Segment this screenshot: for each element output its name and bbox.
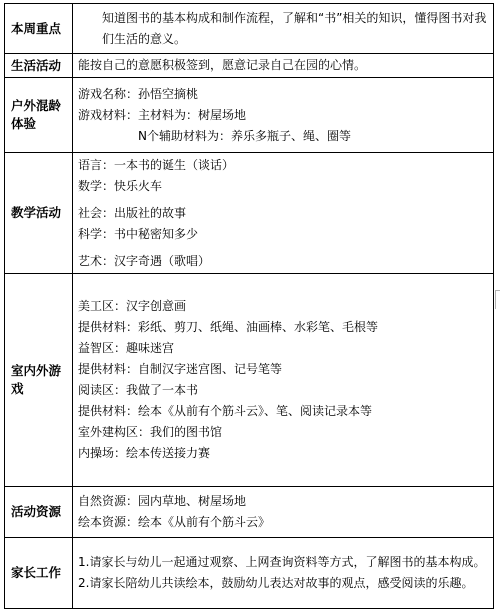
label-weekly-focus: 本周重点: [5, 4, 73, 54]
life-text: 能按自己的意愿积极签到，愿意记录自己在园的心情。: [78, 58, 367, 72]
teaching-language: 语言：一本书的诞生（谈话）: [78, 157, 235, 172]
teaching-society: 社会：出版社的故事: [78, 205, 187, 220]
content-teaching-activity: [73, 153, 494, 274]
indoor-puzzle-materials: 提供材料：自制汉字迷宫图、记号笔等: [78, 362, 283, 376]
indoor-art-area: 美工区：汉字创意画: [78, 299, 187, 313]
weekly-plan-table: [4, 3, 494, 609]
row-indoor-outdoor-games: [5, 274, 494, 487]
indoor-art-materials: 提供材料：彩纸、剪刀、纸绳、油画棒、水彩笔、毛根等: [78, 320, 379, 334]
label-life-activity: 生活活动: [5, 54, 73, 78]
row-outdoor-mixed-age: [5, 78, 494, 153]
outdoor-main-material: 游戏材料：主材料为：树屋场地: [78, 107, 247, 122]
teaching-art: 艺术：汉字奇遇（歌唱）: [78, 253, 211, 268]
content-outdoor-mixed-age: [73, 78, 494, 153]
teaching-science: 科学：书中秘密知多少: [78, 226, 199, 241]
focus-text: 知道图书的基本构成和制作流程，了解和“书”相关的知识，懂得图书对我们生活的意义。: [102, 10, 487, 46]
outdoor-aux-material: N个辅助材料为：养乐多瓶子、绳、圈等: [138, 128, 351, 143]
label-outdoor-mixed-age: 户外混龄体验: [5, 78, 73, 153]
label-parent-work: 家长工作: [5, 538, 73, 609]
inner-playground: 内操场：绘本传送接力赛: [78, 446, 211, 460]
parent-item-1: 1.请家长与幼儿一起通过观察、上网查询资料等方式，了解图书的基本构成。: [78, 555, 486, 569]
content-life-activity: [73, 54, 494, 78]
content-weekly-focus: [73, 4, 494, 54]
indoor-reading-area: 阅读区：我做了一本书: [78, 383, 199, 397]
label-teaching-activity: 教学活动: [5, 153, 73, 274]
row-activity-resources: [5, 487, 494, 538]
label-indoor-outdoor-games: 室内外游戏: [5, 274, 73, 487]
content-indoor-outdoor-games: [73, 274, 494, 487]
row-parent-work: [5, 538, 494, 609]
row-life-activity: [5, 54, 494, 78]
row-weekly-focus: [5, 4, 494, 54]
indoor-reading-materials: 提供材料：绘本《从前有个筋斗云》、笔、阅读记录本等: [78, 404, 373, 418]
label-activity-resources: 活动资源: [5, 487, 73, 538]
content-activity-resources: [73, 487, 494, 538]
content-parent-work: [73, 538, 494, 609]
teaching-math: 数学：快乐火车: [78, 178, 163, 193]
indoor-puzzle-area: 益智区：趣味迷宫: [78, 341, 175, 355]
parent-item-2: 2.请家长陪幼儿共读绘本，鼓励幼儿表达对故事的观点，感受阅读的乐趣。: [78, 576, 474, 590]
row-teaching-activity: [5, 153, 494, 274]
outdoor-game-name: 游戏名称：孙悟空摘桃: [78, 86, 199, 101]
text-cursor-mark: [495, 290, 500, 309]
resource-natural: 自然资源：园内草地、树屋场地: [78, 494, 247, 508]
outdoor-construction-area: 室外建构区：我们的图书馆: [78, 425, 223, 439]
resource-picture-book: 绘本资源：绘本《从前有个筋斗云》: [78, 515, 271, 529]
